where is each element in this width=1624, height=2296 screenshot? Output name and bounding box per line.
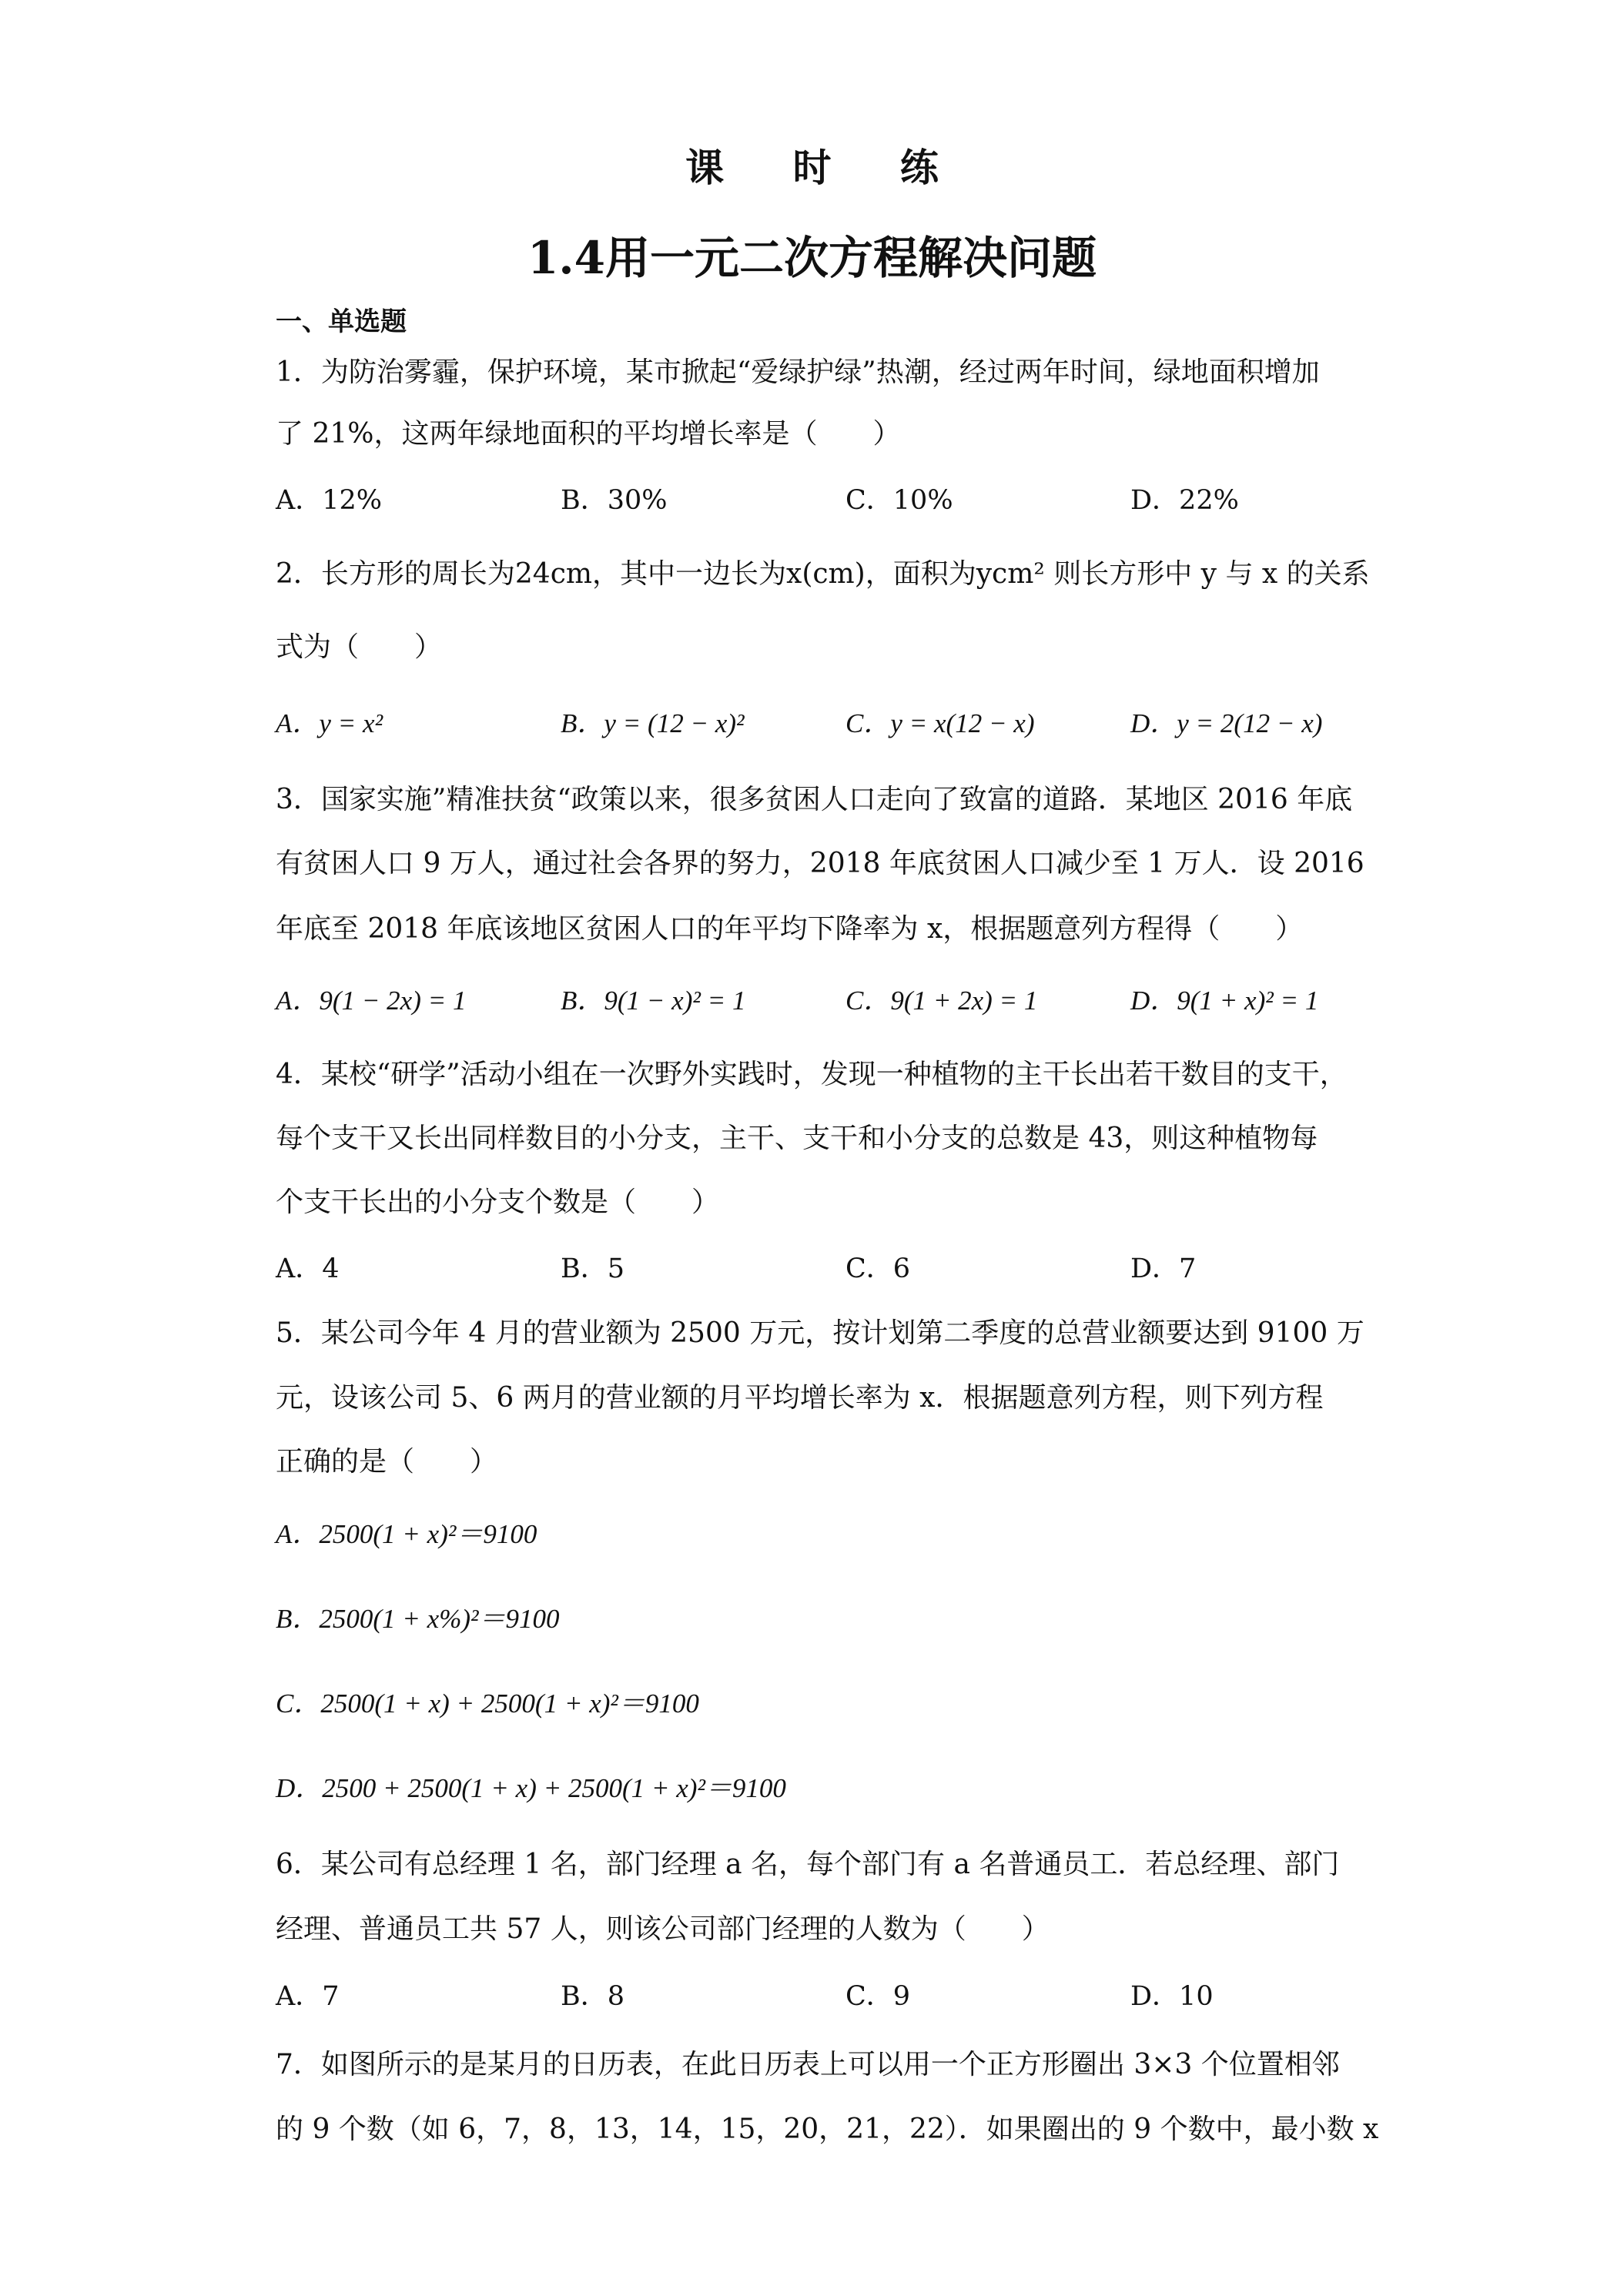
question-2-options <box>276 702 1354 741</box>
question-2-line-1: 2．长方形的周长为24cm，其中一边长为x(cm)，面积为ycm² 则长方形中 y 与 x 的关系 <box>276 558 1370 590</box>
question-7-line-1: 7．如图所示的是某月的日历表，在此日历表上可以用一个正方形圈出 3×3 个位置相邻 <box>276 2049 1340 2080</box>
section-heading: 一、单选题 <box>276 306 407 337</box>
question-4-option-c[interactable]: C．6 <box>845 1253 911 1284</box>
question-6-option-c[interactable]: C．9 <box>845 1981 911 2012</box>
question-2-option-d[interactable]: D．y = 2(12 − x) <box>1130 708 1323 738</box>
question-1-option-b[interactable]: B．30% <box>561 485 668 516</box>
question-3-line-2: 有贫困人口 9 万人，通过社会各界的努力，2018 年底贫困人口减少至 1 万人．设 2016 <box>276 848 1364 879</box>
question-7-line-2: 的 9 个数（如 6，7，8，13，14，15，20，21，22）．如果圈出的 9 个数中，最小数 x <box>276 2114 1379 2145</box>
question-1-line-2: 了 21%，这两年绿地面积的平均增长率是（ ） <box>276 418 901 450</box>
question-6-option-d[interactable]: D．10 <box>1130 1981 1214 2012</box>
question-4-line-2: 每个支干又长出同样数目的小分支，主干、支干和小分支的总数是 43，则这种植物每 <box>276 1123 1318 1154</box>
question-4-option-d[interactable]: D．7 <box>1130 1253 1197 1284</box>
question-5-option-a[interactable]: A．2500(1 + x)²＝9100 <box>276 1519 537 1549</box>
question-5-option-d[interactable]: D．2500 + 2500(1 + x) + 2500(1 + x)²＝9100 <box>276 1773 786 1803</box>
question-4-option-a[interactable]: A．4 <box>276 1253 340 1284</box>
question-5-line-3: 正确的是（ ） <box>276 1446 498 1478</box>
question-6-options <box>276 1975 1354 2013</box>
question-3-option-d[interactable]: D．9(1 + x)² = 1 <box>1130 986 1319 1016</box>
question-1-line-1: 1．为防治雾霾，保护环境，某市掀起“爱绿护绿”热潮，经过两年时间，绿地面积增加 <box>276 356 1320 388</box>
question-3-option-b[interactable]: B．9(1 − x)² = 1 <box>561 986 746 1016</box>
question-6-line-1: 6．某公司有总经理 1 名，部门经理 a 名，每个部门有 a 名普通员工．若总经理、部门 <box>276 1849 1340 1880</box>
lesson-title: 1.4用一元二次方程解决问题 <box>527 232 1097 284</box>
question-3-options <box>276 979 1354 1018</box>
question-5-option-c[interactable]: C．2500(1 + x) + 2500(1 + x)²＝9100 <box>276 1689 699 1719</box>
question-2-option-c[interactable]: C．y = x(12 − x) <box>845 708 1035 738</box>
worksheet-title: 课 时 练 <box>685 145 966 190</box>
question-2-option-a[interactable]: A．y = x² <box>276 708 383 738</box>
question-2-line-2: 式为（ ） <box>276 631 443 663</box>
question-3-option-c[interactable]: C．9(1 + 2x) = 1 <box>845 986 1038 1016</box>
question-1-option-d[interactable]: D．22% <box>1130 485 1239 516</box>
question-2-option-b[interactable]: B．y = (12 − x)² <box>561 708 745 738</box>
question-4-option-b[interactable]: B．5 <box>561 1253 624 1284</box>
question-1-options <box>276 479 1354 517</box>
question-4-line-1: 4．某校“研学”活动小组在一次野外实践时，发现一种植物的主干长出若干数目的支干， <box>276 1059 1348 1090</box>
question-6-line-2: 经理、普通员工共 57 人，则该公司部门经理的人数为（ ） <box>276 1913 1050 1945</box>
question-4-options <box>276 1247 1354 1286</box>
question-5-option-b[interactable]: B．2500(1 + x%)²＝9100 <box>276 1604 560 1634</box>
question-1-option-c[interactable]: C．10% <box>845 485 953 516</box>
question-6-option-a[interactable]: A．7 <box>276 1981 340 2012</box>
question-5-line-2: 元，设该公司 5、6 两月的营业额的月平均增长率为 x．根据题意列方程，则下列方程 <box>276 1382 1324 1414</box>
question-1-option-a[interactable]: A．12% <box>276 485 383 516</box>
question-3-line-1: 3．国家实施”精准扶贫“政策以来，很多贫困人口走向了致富的道路．某地区 2016 年底 <box>276 784 1353 815</box>
question-5-line-1: 5．某公司今年 4 月的营业额为 2500 万元，按计划第二季度的总营业额要达到 9100 万 <box>276 1317 1364 1349</box>
question-6-option-b[interactable]: B．8 <box>561 1981 624 2012</box>
question-4-line-3: 个支干长出的小分支个数是（ ） <box>276 1186 720 1218</box>
question-3-line-3: 年底至 2018 年底该地区贫困人口的年平均下降率为 x，根据题意列方程得（ ） <box>276 913 1304 945</box>
question-3-option-a[interactable]: A．9(1 − 2x) = 1 <box>276 986 467 1016</box>
